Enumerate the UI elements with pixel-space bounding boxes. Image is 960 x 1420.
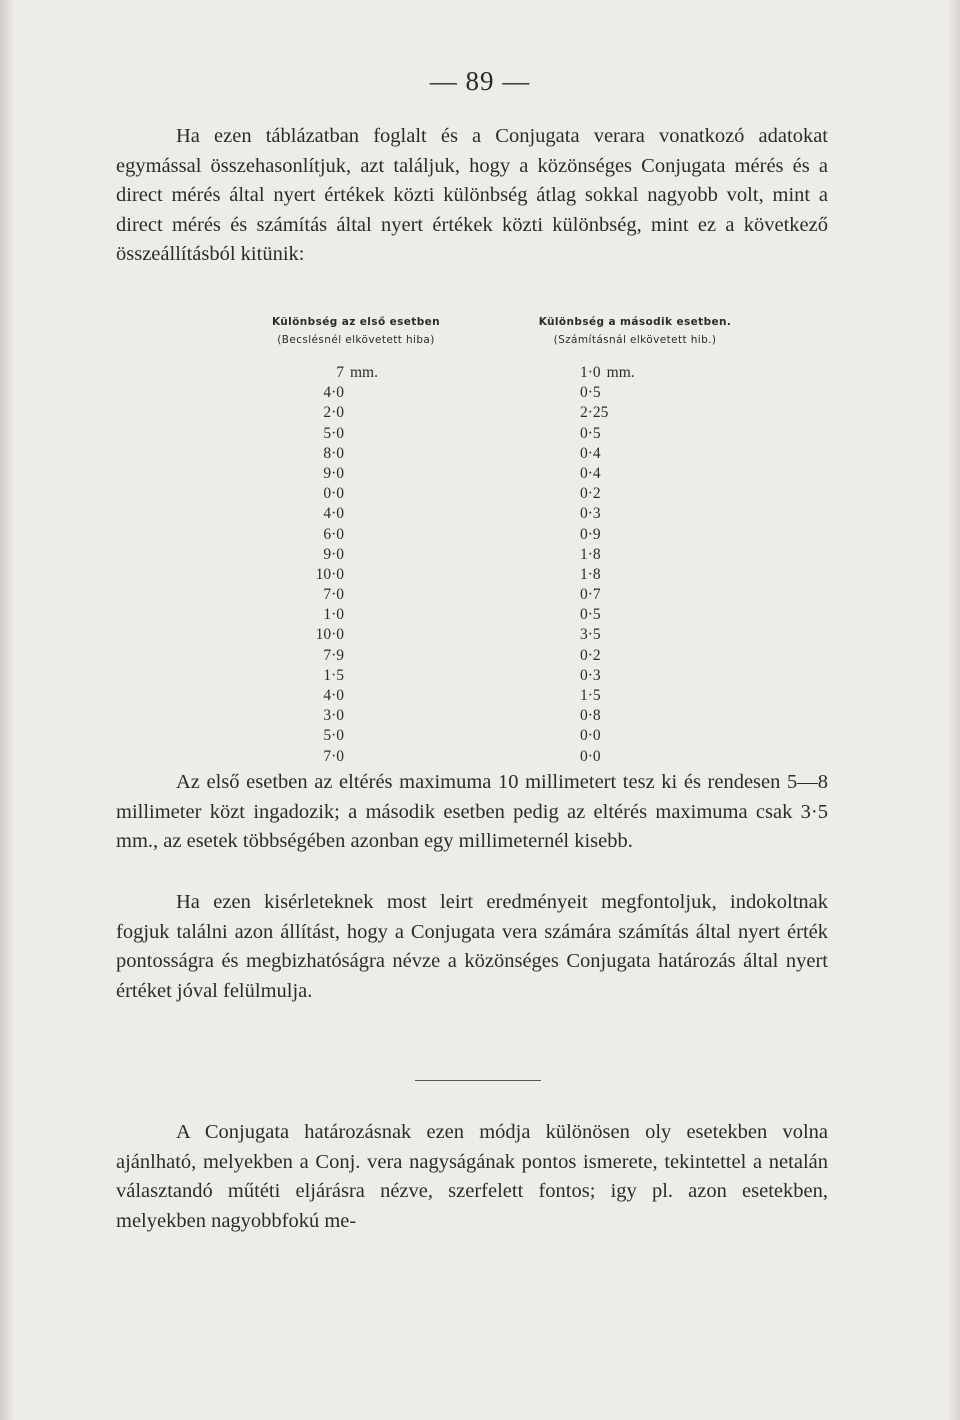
table-cell: 0·4 — [580, 464, 601, 482]
first-column-title: Különbség az első esetben — [271, 316, 441, 328]
paragraph-conclusion — [116, 768, 828, 857]
second-column-values — [580, 363, 620, 767]
table-cell: 1·8 — [580, 545, 601, 563]
table-cell: 1·5 — [323, 666, 344, 684]
table-cell: 4·0 — [323, 505, 344, 523]
table-cell: 0·2 — [580, 485, 601, 503]
table-cell: 1·5 — [580, 687, 601, 704]
table-cell: 0·9 — [580, 525, 601, 543]
table-cell: 5·0 — [323, 424, 344, 442]
section-separator-line — [415, 1080, 541, 1081]
table-cell: 9·0 — [323, 545, 344, 563]
table-cell: 10·0 — [315, 626, 344, 644]
first-column-header — [206, 313, 506, 349]
table-cell: 0·5 — [580, 606, 601, 624]
table-cell: 10·0 — [315, 565, 344, 583]
table-cell: 0·0 — [323, 485, 344, 503]
table-cell: 0·2 — [580, 646, 601, 664]
page-right-edge-shadow — [948, 0, 960, 1420]
table-cell: 2·0 — [323, 404, 344, 422]
table-cell: 1·0 — [323, 606, 344, 624]
table-cell: 9·0 — [323, 464, 344, 482]
table-cell: 1·8 — [580, 565, 601, 583]
table-cell: 0·5 — [580, 424, 601, 442]
table-cell: 0·8 — [580, 707, 601, 725]
paragraph-conclusion-text: Az első esetben az eltérés maximuma 10 millimetert tesz ki és rendesen 5—8 millimeter közt ingadozik; a második esetben pedig az eltérés maximuma csak 3·5 mm., az esetek többségében azonban egy millimeternél kisebb. — [116, 771, 828, 852]
table-cell: 7·9 — [323, 646, 344, 664]
table-cell: 3·0 — [323, 707, 344, 725]
table-cell: 6·0 — [323, 525, 344, 543]
table-cell: 7 — [336, 364, 344, 381]
paragraph-recommendation-text: A Conjugata határozásnak ezen módja különösen oly esetekben volna ajánlható, melyekben a Conj. vera nagyságának pontos ismerete, tekintettel a netalán választandó műtéti eljárásra nézve, szerfelett fontos; igy pl. azon esetekben, melyekben nagyobbfokú me- — [116, 1121, 828, 1232]
table-cell: 0·0 — [580, 747, 601, 765]
second-column-header — [500, 313, 770, 349]
table-cell: 5·0 — [323, 727, 344, 745]
first-column-unit: mm. — [350, 364, 378, 381]
page-number: — 89 — — [429, 66, 531, 96]
first-column-subtitle: (Becslésnél elkövetett hiba) — [277, 334, 435, 346]
table-cell: 0·5 — [580, 384, 601, 402]
table-cell: 4·0 — [323, 687, 344, 704]
paragraph-intro — [116, 122, 828, 270]
paragraph-results-text: Ha ezen kisérleteknek most leirt eredményeit megfontoljuk, indokoltnak fogjuk találni azon állítást, hogy a Conjugata vera számára számítás által nyert érték pontosságra és megbizhatóságra névze a közönséges Conjugata határozás által nyert értéket jóval felülmulja. — [116, 891, 828, 1002]
second-column-unit: mm. — [606, 364, 635, 381]
second-column-title: Különbség a második esetben. — [538, 316, 732, 328]
table-cell: 4·0 — [323, 384, 344, 402]
table-cell: 0·4 — [580, 444, 601, 462]
table-cell: 3·5 — [580, 626, 601, 644]
paragraph-recommendation — [116, 1118, 828, 1236]
table-cell: 0·0 — [580, 727, 601, 745]
first-column-values — [300, 363, 344, 767]
table-cell: 2·25 — [580, 404, 609, 422]
table-cell: 8·0 — [323, 444, 344, 462]
table-cell: 0·7 — [580, 586, 601, 604]
table-cell: 0·3 — [580, 505, 601, 523]
paragraph-results — [116, 888, 828, 1006]
table-cell: 7·0 — [323, 747, 344, 765]
table-cell: 7·0 — [323, 586, 344, 604]
table-cell: 1·0 — [580, 364, 601, 381]
table-cell: 0·3 — [580, 666, 601, 684]
paragraph-intro-text: Ha ezen táblázatban foglalt és a Conjugata verara vonatkozó adatokat egymással összehasonlítjuk, azt találjuk, hogy a közönséges Conjugata mérés és a direct mérés által nyert értékek közti különbség átlag sokkal nagyobb volt, mint a direct mérés és számítás által nyert értékek közti különbség, mint ez a következő összeállításból kitünik: — [116, 125, 828, 265]
second-column-subtitle: (Számításnál elkövetett hib.) — [553, 334, 717, 346]
page-left-edge-shadow — [0, 0, 14, 1420]
